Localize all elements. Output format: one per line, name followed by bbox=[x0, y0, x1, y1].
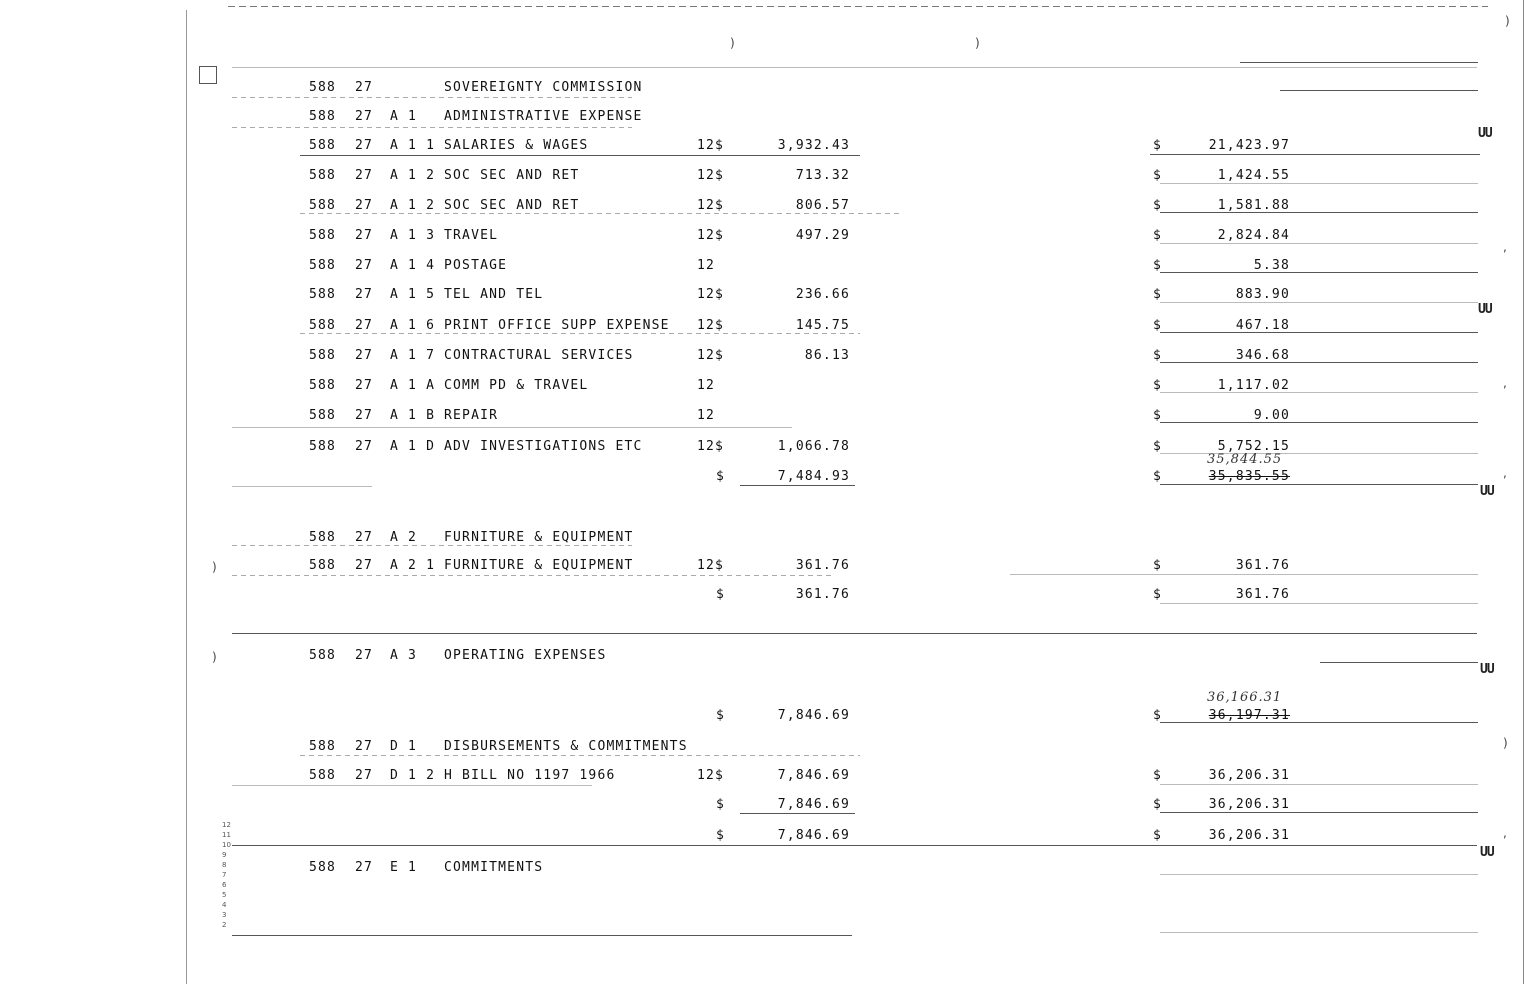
dollar-sign: $ bbox=[1153, 439, 1163, 454]
sub-account: 27 bbox=[355, 439, 374, 454]
line-code: A 1 3 bbox=[390, 228, 436, 243]
punch-mark: UU bbox=[1478, 126, 1492, 141]
sub-account: 27 bbox=[355, 860, 374, 875]
dollar-sign: $ bbox=[1153, 469, 1163, 484]
feed-mark: ) bbox=[212, 650, 217, 664]
rule-line bbox=[232, 575, 832, 576]
total-current: 7,846.69 bbox=[777, 708, 850, 723]
feed-mark: ) bbox=[212, 560, 217, 574]
line-code: A 1 7 bbox=[390, 348, 436, 363]
dollar-sign: $ bbox=[1153, 348, 1163, 363]
account-number: 588 bbox=[309, 258, 337, 273]
rule-line bbox=[1240, 62, 1478, 63]
ytd-amount: 21,423.97 bbox=[1208, 138, 1290, 153]
ytd-amount: 346.68 bbox=[1235, 348, 1290, 363]
month-code: 12$ bbox=[697, 318, 725, 333]
line-code: D 1 bbox=[390, 739, 418, 754]
section-row bbox=[0, 738, 1530, 756]
ledger-row bbox=[0, 347, 1530, 365]
current-amount: 713.32 bbox=[795, 168, 850, 183]
section-row bbox=[0, 647, 1530, 665]
current-amount: 361.76 bbox=[795, 558, 850, 573]
dollar-sign: $ bbox=[1153, 318, 1163, 333]
current-amount: 497.29 bbox=[795, 228, 850, 243]
line-code: A 1 4 bbox=[390, 258, 436, 273]
ledger-row bbox=[0, 557, 1530, 575]
current-amount: 1,066.78 bbox=[777, 439, 850, 454]
account-number: 588 bbox=[309, 80, 337, 95]
rule-line bbox=[232, 845, 1477, 846]
dollar-sign: $ bbox=[1153, 287, 1163, 302]
sub-account: 27 bbox=[355, 228, 374, 243]
line-code: A 2 1 bbox=[390, 558, 436, 573]
feed-mark: , bbox=[1503, 466, 1507, 480]
rule-line bbox=[232, 67, 1477, 68]
current-amount: 7,846.69 bbox=[777, 768, 850, 783]
account-number: 588 bbox=[309, 198, 337, 213]
dollar-sign: $ bbox=[1153, 408, 1163, 423]
dollar-sign: $ bbox=[716, 708, 726, 723]
line-code: A 1 bbox=[390, 109, 418, 124]
line-code: A 1 5 bbox=[390, 287, 436, 302]
account-number: 588 bbox=[309, 408, 337, 423]
month-code: 12$ bbox=[697, 558, 725, 573]
sub-account: 27 bbox=[355, 648, 374, 663]
sub-account: 27 bbox=[355, 80, 374, 95]
dollar-sign: $ bbox=[1153, 228, 1163, 243]
total-current: 7,846.69 bbox=[777, 828, 850, 843]
ruler-number: 9 bbox=[222, 851, 227, 859]
line-code: A 2 bbox=[390, 530, 418, 545]
current-amount: 86.13 bbox=[804, 348, 850, 363]
month-code: 12$ bbox=[697, 228, 725, 243]
dollar-sign: $ bbox=[1153, 768, 1163, 783]
section-description: OPERATING EXPENSES bbox=[444, 648, 607, 663]
ledger-row bbox=[0, 137, 1530, 155]
ytd-amount: 1,424.55 bbox=[1217, 168, 1290, 183]
ledger-row bbox=[0, 197, 1530, 215]
section-description: COMMITMENTS bbox=[444, 860, 544, 875]
ytd-amount: 5.38 bbox=[1253, 258, 1290, 273]
section-description: DISBURSEMENTS & COMMITMENTS bbox=[444, 739, 688, 754]
total-row bbox=[0, 707, 1530, 725]
ytd-amount: 361.76 bbox=[1235, 558, 1290, 573]
rule-line bbox=[300, 155, 860, 156]
ytd-amount: 1,581.88 bbox=[1217, 198, 1290, 213]
line-description: TEL AND TEL bbox=[444, 287, 544, 302]
sub-account: 27 bbox=[355, 768, 374, 783]
month-code: 12$ bbox=[697, 138, 725, 153]
ruler-number: 8 bbox=[222, 861, 227, 869]
dollar-sign: $ bbox=[1153, 378, 1163, 393]
account-number: 588 bbox=[309, 530, 337, 545]
punch-mark: UU bbox=[1480, 845, 1494, 860]
section-row bbox=[0, 529, 1530, 547]
sub-account: 27 bbox=[355, 739, 374, 754]
ledger-row bbox=[0, 377, 1530, 395]
line-ruler bbox=[222, 820, 231, 930]
line-description: REPAIR bbox=[444, 408, 499, 423]
ytd-amount: 5,752.15 bbox=[1217, 439, 1290, 454]
account-number: 588 bbox=[309, 287, 337, 302]
dollar-sign: $ bbox=[1153, 797, 1163, 812]
sub-account: 27 bbox=[355, 558, 374, 573]
dollar-sign: $ bbox=[1153, 558, 1163, 573]
ledger-header-row bbox=[0, 79, 1530, 97]
month-code: 12$ bbox=[697, 439, 725, 454]
line-description: H BILL NO 1197 1966 bbox=[444, 768, 616, 783]
feed-mark: ) bbox=[1503, 736, 1508, 750]
total-ytd: 36,206.31 bbox=[1208, 797, 1290, 812]
account-number: 588 bbox=[309, 228, 337, 243]
ruler-number: 2 bbox=[222, 921, 227, 929]
sub-account: 27 bbox=[355, 287, 374, 302]
ruler-number: 5 bbox=[222, 891, 227, 899]
line-description: ADV INVESTIGATIONS ETC bbox=[444, 439, 643, 454]
current-amount: 145.75 bbox=[795, 318, 850, 333]
ledger-row bbox=[0, 407, 1530, 425]
total-current: 7,846.69 bbox=[777, 797, 850, 812]
account-number: 588 bbox=[309, 439, 337, 454]
ruler-number: 11 bbox=[222, 831, 231, 839]
handwritten-correction: 35,844.55 bbox=[1207, 452, 1283, 467]
handwritten-correction: 36,166.31 bbox=[1207, 690, 1283, 705]
rule-line bbox=[232, 785, 592, 786]
header-description: SOVEREIGNTY COMMISSION bbox=[444, 80, 643, 95]
feed-mark: ) bbox=[1505, 14, 1510, 28]
ytd-amount: 36,206.31 bbox=[1208, 768, 1290, 783]
total-row bbox=[0, 468, 1530, 486]
line-description: SALARIES & WAGES bbox=[444, 138, 589, 153]
page-top-edge bbox=[228, 6, 1488, 7]
sub-account: 27 bbox=[355, 198, 374, 213]
total-ytd: 35,835.55 bbox=[1208, 469, 1290, 484]
account-number: 588 bbox=[309, 109, 337, 124]
line-description: PRINT OFFICE SUPP EXPENSE bbox=[444, 318, 670, 333]
ytd-amount: 1,117.02 bbox=[1217, 378, 1290, 393]
month-code: 12$ bbox=[697, 348, 725, 363]
ledger-row bbox=[0, 317, 1530, 335]
account-number: 588 bbox=[309, 318, 337, 333]
rule-line bbox=[232, 935, 852, 936]
account-number: 588 bbox=[309, 648, 337, 663]
rule-line bbox=[232, 427, 792, 428]
ledger-row bbox=[0, 227, 1530, 245]
account-number: 588 bbox=[309, 168, 337, 183]
feed-mark: , bbox=[1503, 826, 1507, 840]
section-row bbox=[0, 108, 1530, 126]
line-description: SOC SEC AND RET bbox=[444, 168, 580, 183]
line-description: SOC SEC AND RET bbox=[444, 198, 580, 213]
ruler-number: 12 bbox=[222, 821, 231, 829]
sub-account: 27 bbox=[355, 348, 374, 363]
dollar-sign: $ bbox=[1153, 138, 1163, 153]
month-code: 12$ bbox=[697, 198, 725, 213]
line-code: E 1 bbox=[390, 860, 418, 875]
account-number: 588 bbox=[309, 348, 337, 363]
total-current: 361.76 bbox=[795, 587, 850, 602]
ledger-row bbox=[0, 286, 1530, 304]
line-code: A 1 2 bbox=[390, 168, 436, 183]
feed-mark: ) bbox=[975, 36, 980, 50]
ytd-amount: 2,824.84 bbox=[1217, 228, 1290, 243]
sub-account: 27 bbox=[355, 258, 374, 273]
account-number: 588 bbox=[309, 378, 337, 393]
account-number: 588 bbox=[309, 860, 337, 875]
sub-account: 27 bbox=[355, 138, 374, 153]
current-amount: 236.66 bbox=[795, 287, 850, 302]
current-amount: 3,932.43 bbox=[777, 138, 850, 153]
line-description: COMM PD & TRAVEL bbox=[444, 378, 589, 393]
ledger-row bbox=[0, 167, 1530, 185]
ruler-number: 4 bbox=[222, 901, 227, 909]
sub-account: 27 bbox=[355, 318, 374, 333]
sub-account: 27 bbox=[355, 530, 374, 545]
rule-line bbox=[232, 97, 632, 98]
feed-mark: , bbox=[1503, 240, 1507, 254]
section-description: ADMINISTRATIVE EXPENSE bbox=[444, 109, 643, 124]
line-code: A 3 bbox=[390, 648, 418, 663]
month-code: 12 bbox=[697, 258, 716, 273]
rule-line bbox=[1160, 932, 1478, 933]
total-ytd: 361.76 bbox=[1235, 587, 1290, 602]
ytd-amount: 9.00 bbox=[1253, 408, 1290, 423]
month-code: 12$ bbox=[697, 768, 725, 783]
line-code: A 1 B bbox=[390, 408, 436, 423]
line-code: A 1 2 bbox=[390, 198, 436, 213]
total-row bbox=[0, 796, 1530, 814]
month-code: 12$ bbox=[697, 287, 725, 302]
month-code: 12 bbox=[697, 408, 716, 423]
ytd-amount: 883.90 bbox=[1235, 287, 1290, 302]
dollar-sign: $ bbox=[716, 797, 726, 812]
month-code: 12 bbox=[697, 378, 716, 393]
dollar-sign: $ bbox=[1153, 198, 1163, 213]
dollar-sign: $ bbox=[1153, 708, 1163, 723]
ruler-number: 3 bbox=[222, 911, 227, 919]
dollar-sign: $ bbox=[716, 469, 726, 484]
ruler-number: 6 bbox=[222, 881, 227, 889]
account-number: 588 bbox=[309, 739, 337, 754]
rule-line bbox=[232, 633, 1477, 634]
sub-account: 27 bbox=[355, 408, 374, 423]
dollar-sign: $ bbox=[1153, 587, 1163, 602]
dollar-sign: $ bbox=[716, 828, 726, 843]
ledger-row bbox=[0, 257, 1530, 275]
dollar-sign: $ bbox=[1153, 828, 1163, 843]
feed-mark: , bbox=[1503, 376, 1507, 390]
line-description: TRAVEL bbox=[444, 228, 499, 243]
ledger-row bbox=[0, 438, 1530, 456]
month-code: 12$ bbox=[697, 168, 725, 183]
line-description: CONTRACTURAL SERVICES bbox=[444, 348, 634, 363]
ruler-number: 7 bbox=[222, 871, 227, 879]
ytd-amount: 467.18 bbox=[1235, 318, 1290, 333]
line-code: A 1 1 bbox=[390, 138, 436, 153]
rule-line bbox=[232, 127, 632, 128]
punch-mark: UU bbox=[1478, 302, 1492, 317]
line-description: POSTAGE bbox=[444, 258, 508, 273]
sub-account: 27 bbox=[355, 109, 374, 124]
line-description: FURNITURE & EQUIPMENT bbox=[444, 558, 634, 573]
line-code: A 1 A bbox=[390, 378, 436, 393]
total-row bbox=[0, 586, 1530, 604]
total-ytd: 36,197.31 bbox=[1208, 708, 1290, 723]
total-current: 7,484.93 bbox=[777, 469, 850, 484]
punch-mark: UU bbox=[1480, 662, 1494, 677]
rule-line bbox=[232, 486, 372, 487]
account-number: 588 bbox=[309, 138, 337, 153]
ledger-row bbox=[0, 767, 1530, 785]
ruler-number: 10 bbox=[222, 841, 231, 849]
dollar-sign: $ bbox=[1153, 168, 1163, 183]
dollar-sign: $ bbox=[1153, 258, 1163, 273]
line-code: A 1 D bbox=[390, 439, 436, 454]
sub-account: 27 bbox=[355, 378, 374, 393]
line-code: A 1 6 bbox=[390, 318, 436, 333]
dollar-sign: $ bbox=[716, 587, 726, 602]
line-code: D 1 2 bbox=[390, 768, 436, 783]
current-amount: 806.57 bbox=[795, 198, 850, 213]
sub-account: 27 bbox=[355, 168, 374, 183]
section-description: FURNITURE & EQUIPMENT bbox=[444, 530, 634, 545]
account-number: 588 bbox=[309, 768, 337, 783]
feed-mark: ) bbox=[730, 36, 735, 50]
total-ytd: 36,206.31 bbox=[1208, 828, 1290, 843]
account-number: 588 bbox=[309, 558, 337, 573]
punch-mark: UU bbox=[1480, 484, 1494, 499]
